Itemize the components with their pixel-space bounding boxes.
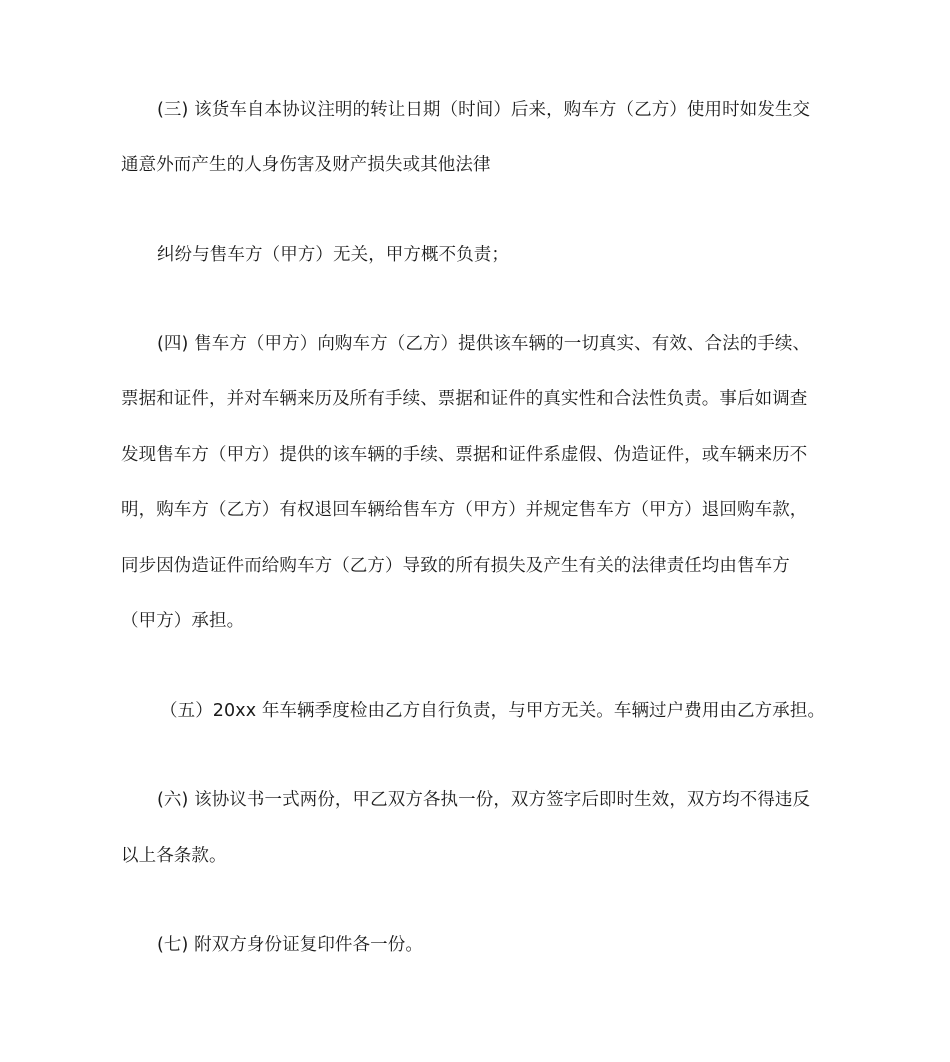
clause-3-line-2: 通意外而产生的人身伤害及财产损失或其他法律 — [121, 155, 491, 175]
clause-4-line-1: (四) 售车方（甲方）向购车方（乙方）提供该车辆的一切真实、有效、合法的手续、 — [157, 334, 811, 354]
clause-3-line-1: (三) 该货车自本协议注明的转让日期（时间）后来，购车方（乙方）使用时如发生交 — [157, 100, 811, 120]
clause-4-line-4: 明，购车方（乙方）有权退回车辆给售车方（甲方）并规定售车方（甲方）退回购车款， — [121, 500, 808, 520]
clause-4-line-2: 票据和证件，并对车辆来历及所有手续、票据和证件的真实性和合法性负责。事后如调查 — [121, 389, 808, 409]
clause-6-line-2: 以上各条款。 — [121, 846, 227, 866]
clause-3-continuation: 纠纷与售车方（甲方）无关，甲方概不负责； — [157, 245, 509, 265]
clause-4-line-3: 发现售车方（甲方）提供的该车辆的手续、票据和证件系虚假、伪造证件，或车辆来历不 — [121, 445, 808, 465]
clause-4-line-6: （甲方）承担。 — [121, 611, 245, 631]
clause-6-line-1: (六) 该协议书一式两份，甲乙双方各执一份，双方签字后即时生效，双方均不得违反 — [157, 790, 811, 810]
clause-4-line-5: 同步因伪造证件而给购车方（乙方）导致的所有损失及产生有关的法律责任均由售车方 — [121, 556, 790, 576]
clause-5-line-1: （五）20xx 年车辆季度检由乙方自行负责，与甲方无关。车辆过户费用由乙方承担。 — [160, 701, 826, 721]
clause-7-line-1: (七) 附双方身份证复印件各一份。 — [157, 935, 423, 955]
